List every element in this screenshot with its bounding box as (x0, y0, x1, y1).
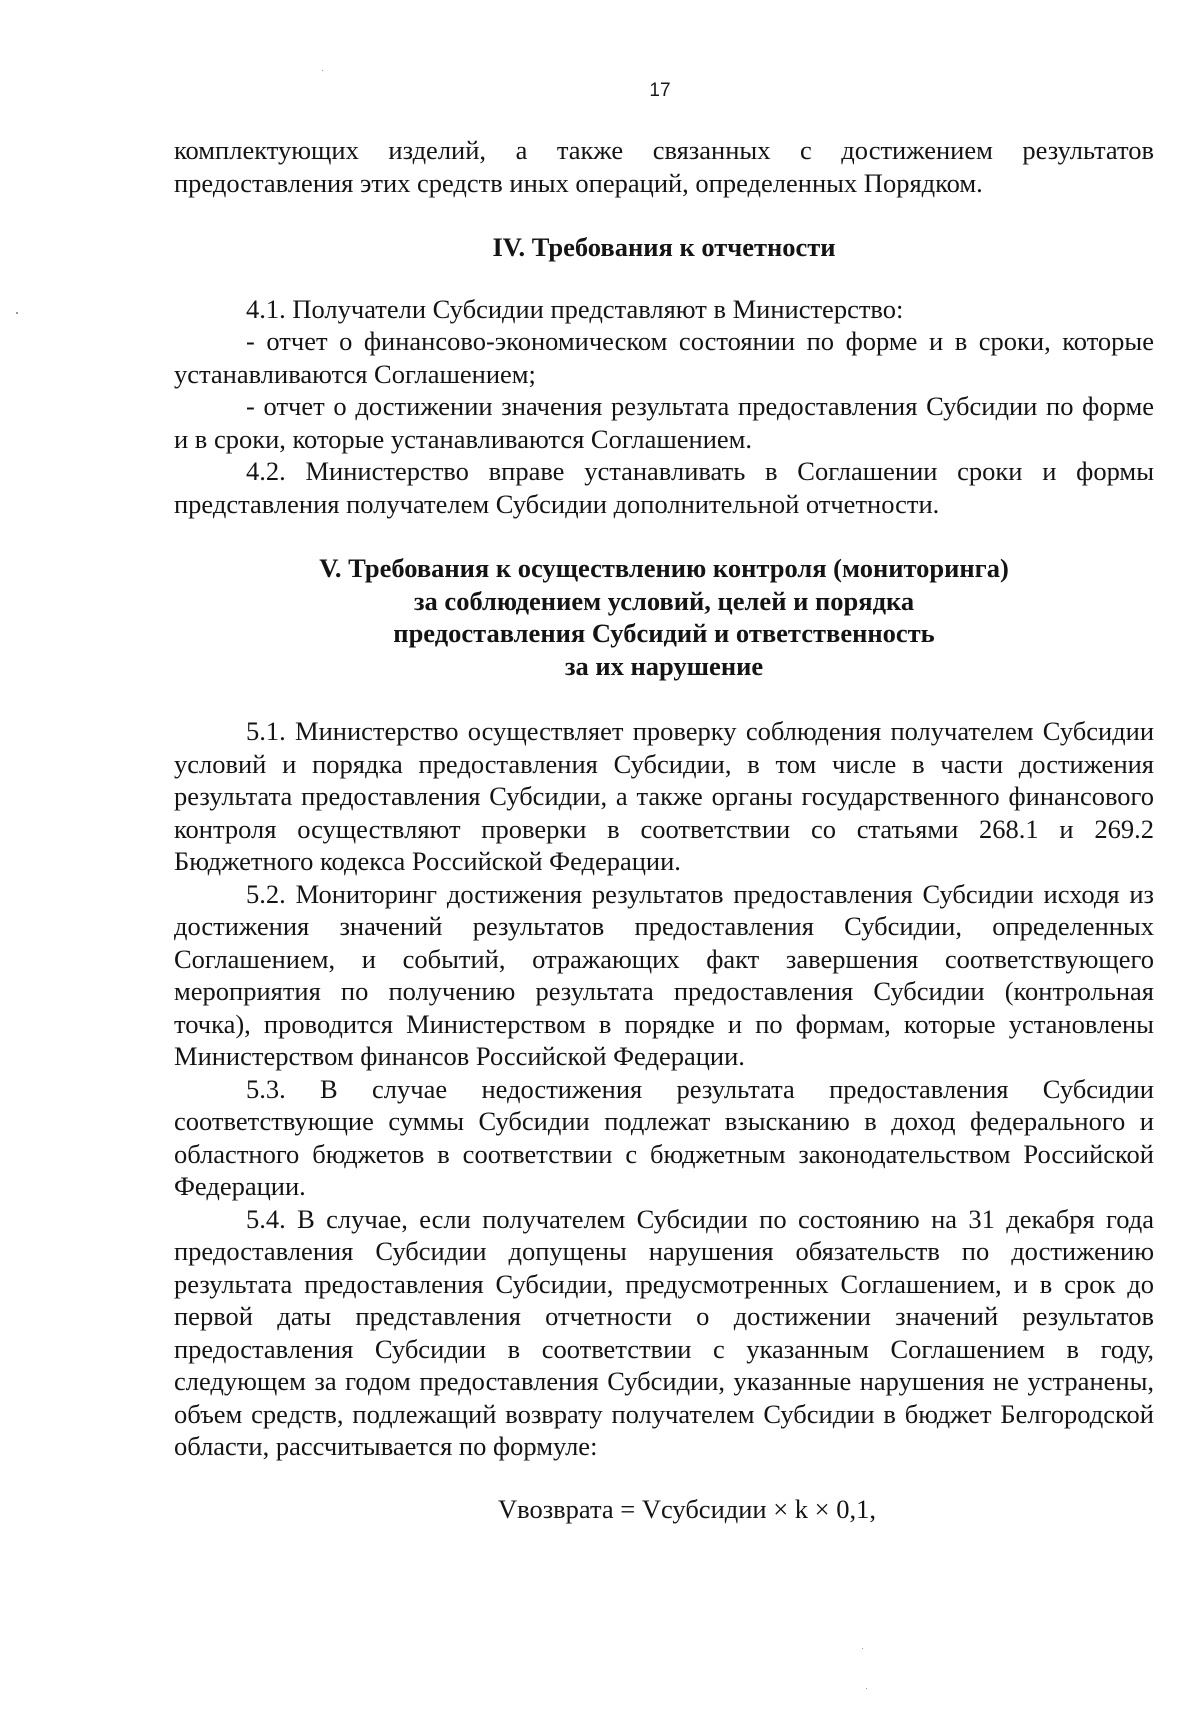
paragraph-5-4: 5.4. В случае, если получателем Субсидии по состоянию на 31 декабря года предоставления Субсидии допущены нарушения обязательств по достижению результата предоставления Субсидии, предусмотренных Соглашением, и в срок до первой даты представления отчетности о достижении значений результатов предоставления Субсидии в соответствии с указанным Соглашением в году, следующем за годом предоставления Субсидии, указанные нарушения не устранены, объем средств, подлежащий возврату получателем Субсидии в бюджет Белгородской области, рассчитывается по формуле: (174, 1203, 1154, 1461)
paragraph-4-1-item-b: - отчет о достижении значения результата предоставления Субсидии по форме и в сроки, которые устанавливаются Соглашением. (174, 391, 1154, 454)
section-5-heading-line: V. Требования к осуществлению контроля (мониторинга) (319, 553, 1009, 583)
scan-speck (866, 1688, 867, 1689)
section-5-heading (174, 552, 1154, 682)
formula: Vвозврата = Vсубсидии × k × 0,1, (497, 1493, 876, 1524)
paragraph-4-1-item-a: - отчет о финансово-экономическом состоянии по форме и в сроки, которые устанавливаются Соглашением; (174, 326, 1154, 389)
paragraph-5-1: 5.1. Министерство осуществляет проверку соблюдения получателем Субсидии условий и порядка предоставления Субсидии, в том числе в части достижения результата предоставления Субсидии, а также органы государственного финансового контроля осуществляют проверки в соответствии со статьями 268.1 и 269.2 Бюджетного кодекса Российской Федерации. (174, 716, 1154, 876)
paragraph-4-1: 4.1. Получатели Субсидии представляют в Министерство: (246, 293, 904, 324)
section-5-heading-line: предоставления Субсидий и ответственность (393, 618, 935, 648)
page-number: 17 (649, 80, 671, 101)
section-4-heading: IV. Требования к отчетности (492, 232, 836, 262)
section-5-heading-line: за их нарушение (564, 650, 764, 681)
section-5-heading-line: за соблюдением условий, целей и порядка (413, 585, 915, 616)
scan-speck (862, 1648, 863, 1649)
intro-paragraph: комплектующих изделий, а также связанных с достижением результатов предоставления этих средств иных операций, определенных Порядком. (174, 135, 1154, 198)
document-body (174, 134, 1154, 1552)
scan-speck (322, 70, 323, 71)
paragraph-5-2: 5.2. Мониторинг достижения результатов предоставления Субсидии исходя из достижения значений результатов предоставления Субсидии, определенных Соглашением, и событий, отражающих факт завершения соответствующего мероприятия по получению результата предоставления Субсидии (контрольная точка), проводится Министерством в порядке и по формам, которые установлены Министерством финансов Российской Федерации. (174, 878, 1154, 1071)
scan-speck (16, 312, 18, 314)
paragraph-5-3: 5.3. В случае недостижения результата предоставления Субсидии соответствующие суммы Субсидии подлежат взысканию в доход федерального и областного бюджетов в соответствии с бюджетным законодательством Российской Федерации. (174, 1073, 1154, 1201)
paragraph-4-2: 4.2. Министерство вправе устанавливать в Соглашении сроки и формы представления получателем Субсидии дополнительной отчетности. (174, 456, 1154, 519)
